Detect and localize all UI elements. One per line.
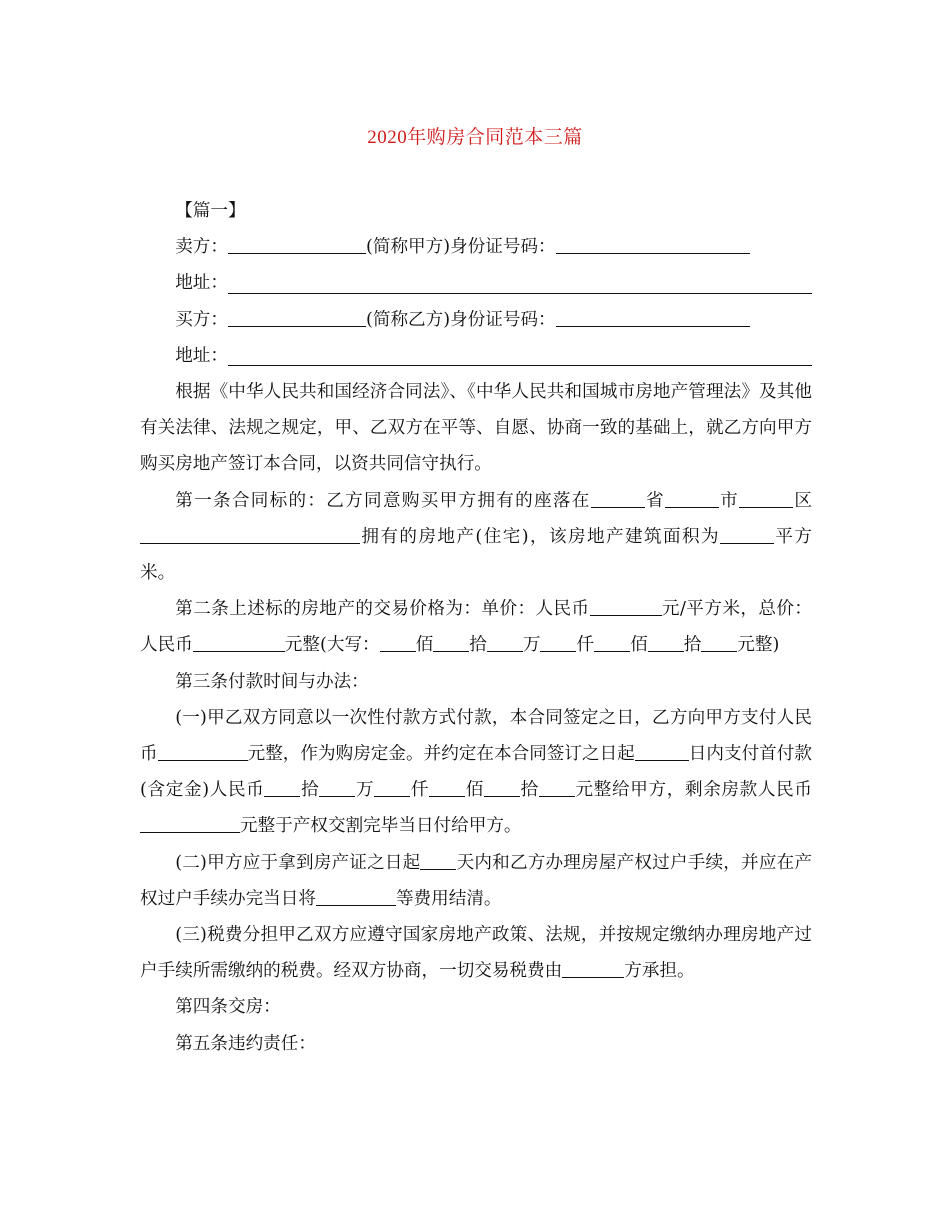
document-title: 2020年购房合同范本三篇 bbox=[367, 127, 583, 148]
clause-3-text: (三)税费分担甲乙双方应遵守国家房地产政策、法规，并按规定缴纳办理房地产过户手续所需缴纳的税费。经双方协商，一切交易税费由 bbox=[140, 924, 812, 982]
amount-blank bbox=[594, 633, 630, 652]
amount-blank bbox=[539, 778, 575, 797]
article-2-text-c: 元整(大写： bbox=[284, 635, 380, 656]
clause-1-text-e: 元整于产权交割完毕当日付给甲方。 bbox=[240, 816, 522, 837]
amount-blank bbox=[433, 633, 469, 652]
province-blank bbox=[591, 488, 645, 507]
location-blank bbox=[140, 524, 360, 543]
buyer-name-blank bbox=[228, 307, 366, 326]
buyer-id-blank bbox=[556, 307, 750, 326]
article-3-clause-3 bbox=[140, 917, 812, 989]
unit-label: 仟 bbox=[410, 780, 430, 801]
article-1-text-b: 拥有的房地产(住宅)，该房地产建筑面积为 bbox=[360, 526, 720, 547]
unit-label: 拾 bbox=[469, 635, 487, 656]
seller-address-label: 地址： bbox=[175, 273, 228, 294]
clause-3-text-b: 方承担。 bbox=[624, 961, 695, 982]
seller-id-blank bbox=[556, 235, 750, 254]
article-1-text: 第一条合同标的：乙方同意购买甲方拥有的座落在 bbox=[175, 490, 591, 511]
fees-blank bbox=[316, 886, 396, 905]
article-1-text-c: 平方米。 bbox=[140, 526, 812, 583]
transfer-days-blank bbox=[420, 850, 456, 869]
district-blank bbox=[739, 488, 793, 507]
amount-blank bbox=[380, 633, 416, 652]
clause-1-text-b: 元整，作为购房定金。并约定在本合同签订之日起 bbox=[247, 743, 635, 764]
clause-1-text-d: 元整给甲方，剩余房款人民币 bbox=[574, 780, 812, 801]
article-4-heading: 第四条交房： bbox=[175, 997, 281, 1018]
seller-label: 卖方： bbox=[175, 237, 228, 258]
buyer-address-line bbox=[140, 338, 812, 374]
article-3-clause-1 bbox=[140, 700, 812, 845]
clause-1-text: (一)甲乙双方同意以一次性付款方式付款，本合同签定之日，乙方向甲方支付人民币 bbox=[140, 707, 812, 764]
buyer-label: 买方： bbox=[175, 309, 228, 330]
amount-blank bbox=[264, 778, 300, 797]
unit-label: 拾 bbox=[683, 635, 702, 656]
amount-blank bbox=[429, 778, 465, 797]
intro-paragraph: 根据《中华人民共和国经济合同法》、《中华人民共和国城市房地产管理法》及其他有关法律、法规之规定，甲、乙双方在平等、自愿、协商一致的基础上，就乙方向甲方购买房地产签订本合同，以资共同信守执行。 bbox=[140, 381, 812, 475]
remaining-blank bbox=[140, 814, 240, 833]
unit-label: 佰 bbox=[415, 635, 434, 656]
amount-blank bbox=[540, 633, 576, 652]
amount-blank bbox=[374, 778, 410, 797]
amount-blank bbox=[319, 778, 355, 797]
article-3-heading: 第三条付款时间与办法： bbox=[175, 671, 369, 692]
unit-price-blank bbox=[590, 597, 662, 616]
amount-blank bbox=[701, 633, 737, 652]
unit-label: 万 bbox=[355, 780, 375, 801]
section-heading: 【篇一】 bbox=[175, 201, 246, 221]
article-1 bbox=[140, 483, 812, 592]
amount-blank bbox=[648, 633, 684, 652]
district-label: 区 bbox=[793, 490, 812, 511]
unit-label: 仟 bbox=[576, 635, 595, 656]
article-2-text: 第二条上述标的房地产的交易价格为：单价：人民币 bbox=[175, 599, 590, 620]
clause-2-text: (二)甲方应于拿到房产证之日起 bbox=[175, 852, 421, 873]
clause-1-text-c: 日内支付首付款(含定金)人民币 bbox=[140, 743, 812, 801]
amount-blank bbox=[487, 633, 523, 652]
seller-address-line bbox=[140, 265, 812, 301]
city-label: 市 bbox=[718, 490, 740, 511]
seller-name-blank bbox=[228, 235, 366, 254]
area-blank bbox=[720, 524, 774, 543]
buyer-id-label: (简称乙方)身份证号码： bbox=[365, 309, 556, 330]
document-body bbox=[140, 193, 812, 1062]
article-2-text-b: 元/平方米，总价：人民币 bbox=[140, 599, 812, 656]
article-5-heading: 第五条违约责任： bbox=[175, 1033, 316, 1054]
clause-2-text-c: 等费用结清。 bbox=[395, 888, 502, 909]
city-blank bbox=[665, 488, 719, 507]
unit-label: 万 bbox=[522, 635, 541, 656]
article-2-end: 元整) bbox=[737, 635, 780, 656]
article-2 bbox=[140, 591, 812, 663]
tax-party-blank bbox=[562, 959, 624, 978]
article-3-clause-2 bbox=[140, 845, 812, 917]
unit-label: 佰 bbox=[630, 635, 648, 656]
unit-label: 拾 bbox=[520, 780, 539, 801]
days-blank bbox=[635, 741, 689, 760]
amount-blank bbox=[484, 778, 520, 797]
seller-address-blank bbox=[228, 273, 812, 293]
seller-line bbox=[140, 229, 812, 265]
unit-label: 佰 bbox=[465, 780, 484, 801]
buyer-line bbox=[140, 302, 812, 338]
clause-2-text-b: 天内和乙方办理房屋产权过户手续，并应在产权过户手续办完当日将 bbox=[140, 852, 812, 909]
buyer-address-label: 地址： bbox=[175, 345, 228, 366]
total-price-blank bbox=[193, 633, 285, 652]
seller-id-label: (简称甲方)身份证号码： bbox=[365, 237, 556, 258]
buyer-address-blank bbox=[228, 346, 812, 366]
unit-label: 拾 bbox=[300, 780, 320, 801]
province-label: 省 bbox=[644, 490, 665, 511]
deposit-blank bbox=[158, 741, 248, 760]
